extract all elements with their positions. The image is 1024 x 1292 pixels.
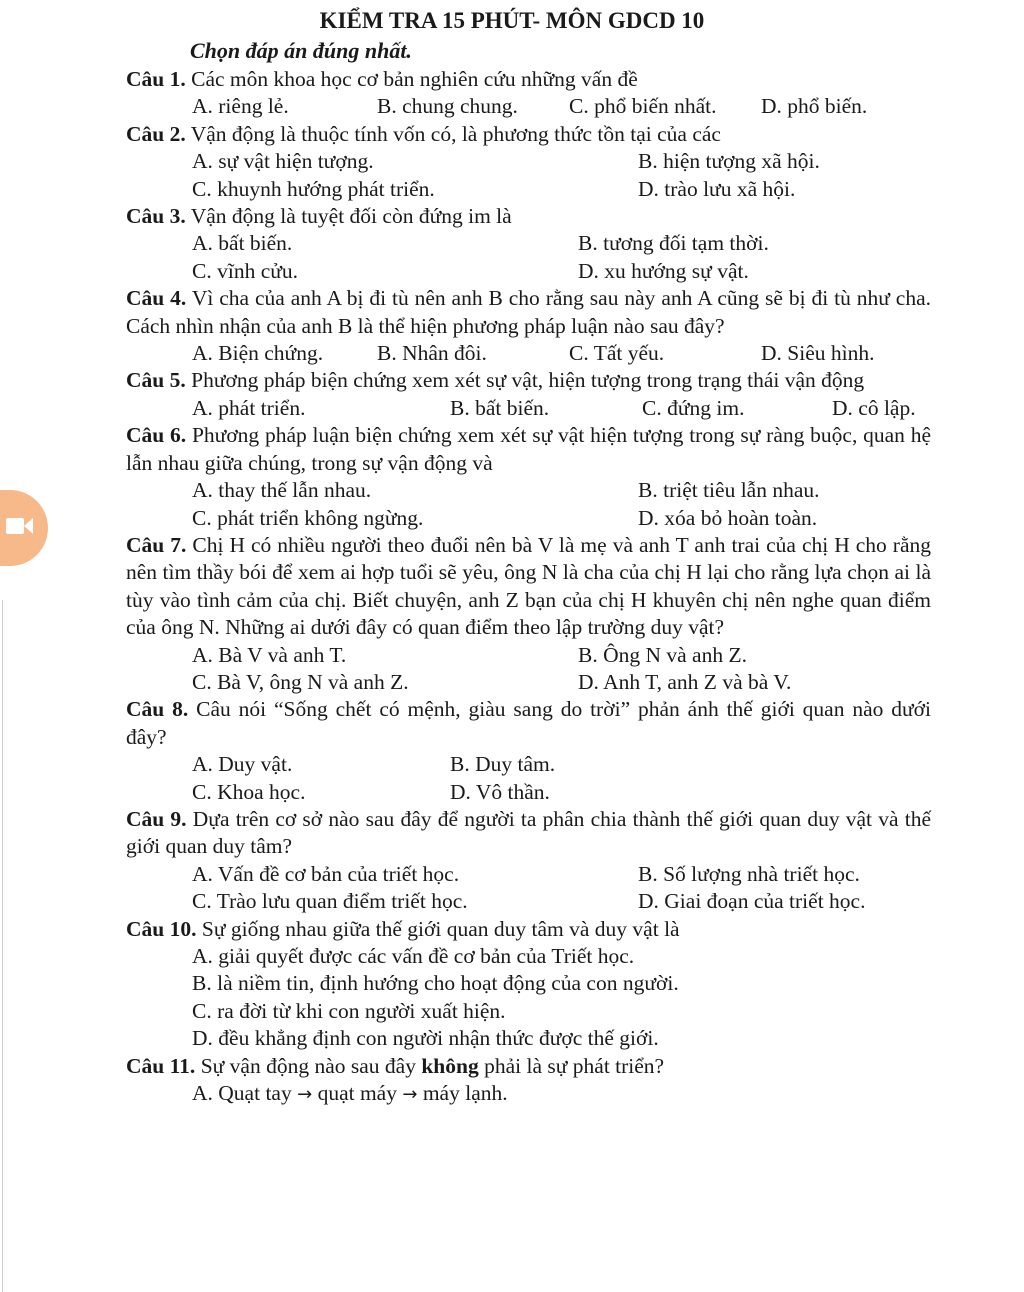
options-row bbox=[126, 861, 931, 888]
option-b: B. là niềm tin, định hướng cho hoạt động của con người. bbox=[192, 971, 679, 996]
option-a: A. riêng lẻ. bbox=[192, 94, 289, 119]
question-text: Câu nói “Sống chết có mệnh, giàu sang do trời” phản ánh thế giới quan nào dưới đây? bbox=[126, 697, 932, 749]
options-row bbox=[126, 148, 931, 175]
option-a: A. Duy vật. bbox=[192, 752, 293, 777]
question-label: Câu 9. bbox=[126, 806, 187, 831]
options-row bbox=[126, 1025, 931, 1052]
option-a-part-3: máy lạnh. bbox=[422, 1081, 508, 1106]
question-label: Câu 7. bbox=[126, 532, 187, 557]
option-a: A. sự vật hiện tượng. bbox=[192, 149, 374, 174]
option-b: B. bất biến. bbox=[450, 395, 550, 420]
camera-lens bbox=[24, 518, 33, 534]
option-a-part-1: A. Quạt tay bbox=[192, 1081, 292, 1106]
options-row bbox=[126, 642, 931, 669]
options-row bbox=[126, 888, 931, 915]
option-b: B. Số lượng nhà triết học. bbox=[638, 861, 860, 886]
options-row bbox=[126, 779, 931, 806]
option-d: D. Vô thần. bbox=[450, 779, 550, 804]
option-c: C. vĩnh cửu. bbox=[192, 258, 299, 283]
options-row bbox=[126, 258, 931, 285]
camera-body bbox=[6, 518, 24, 534]
question-label: Câu 11. bbox=[126, 1053, 196, 1078]
option-b: B. chung chung. bbox=[377, 94, 518, 119]
question-text: Sự giống nhau giữa thế giới quan duy tâm và duy vật là bbox=[201, 916, 680, 941]
options-row bbox=[126, 395, 931, 422]
options-row bbox=[126, 477, 931, 504]
option-c: C. phát triển không ngừng. bbox=[192, 505, 424, 530]
question-text: Vận động là tuyệt đối còn đứng im là bbox=[190, 204, 512, 229]
question-7 bbox=[126, 532, 931, 642]
option-b: B. Nhân đôi. bbox=[377, 341, 487, 366]
question-label: Câu 5. bbox=[126, 368, 186, 393]
option-a: A. thay thế lẫn nhau. bbox=[192, 478, 372, 503]
option-d: D. xu hướng sự vật. bbox=[578, 258, 749, 283]
question-9 bbox=[126, 806, 931, 861]
option-c: C. khuynh hướng phát triển. bbox=[192, 176, 435, 201]
question-5 bbox=[126, 367, 931, 394]
option-d: D. Siêu hình. bbox=[761, 341, 875, 366]
option-d: D. phổ biến. bbox=[761, 94, 868, 119]
video-camera-icon[interactable] bbox=[0, 490, 48, 566]
question-1 bbox=[126, 66, 931, 93]
question-text-after: phải là sự phát triển? bbox=[484, 1053, 665, 1078]
option-a: A. bất biến. bbox=[192, 231, 293, 256]
page-edge-line bbox=[2, 600, 3, 1292]
options-row bbox=[126, 176, 931, 203]
options-row bbox=[126, 505, 931, 532]
question-2 bbox=[126, 121, 931, 148]
question-text-emphasis: không bbox=[421, 1053, 479, 1078]
question-text: Dựa trên cơ sở nào sau đây để người ta phân chia thành thế giới quan duy vật và thế giới quan duy tâm? bbox=[126, 806, 931, 859]
options-row bbox=[126, 970, 931, 997]
option-b: B. Ông N và anh Z. bbox=[578, 642, 747, 667]
question-11 bbox=[126, 1053, 931, 1080]
question-label: Câu 4. bbox=[126, 286, 187, 311]
option-b: B. hiện tượng xã hội. bbox=[638, 149, 820, 174]
option-c: C. Khoa học. bbox=[192, 779, 306, 804]
options-row bbox=[126, 340, 931, 367]
option-c: C. Bà V, ông N và anh Z. bbox=[192, 669, 409, 694]
question-text: Vận động là thuộc tính vốn có, là phương thức tồn tại của các bbox=[190, 121, 721, 146]
exam-instruction: Chọn đáp án đúng nhất. bbox=[190, 38, 412, 63]
question-text: Phương pháp luận biện chứng xem xét sự vật hiện tượng trong sự ràng buộc, quan hệ lẫn nhau giữa chúng, trong sự vận động và bbox=[126, 423, 932, 475]
question-label: Câu 6. bbox=[126, 423, 187, 448]
option-c: C. phổ biến nhất. bbox=[569, 94, 717, 119]
option-d: D. Anh T, anh Z và bà V. bbox=[578, 669, 792, 694]
option-d: D. xóa bỏ hoàn toàn. bbox=[638, 505, 818, 530]
question-list bbox=[126, 66, 931, 1108]
options-row bbox=[126, 230, 931, 257]
options-row bbox=[126, 751, 931, 778]
option-d: D. Giai đoạn của triết học. bbox=[638, 889, 866, 914]
options-row bbox=[126, 93, 931, 120]
option-b: B. triệt tiêu lẫn nhau. bbox=[638, 478, 820, 503]
question-4 bbox=[126, 285, 931, 340]
arrow-right-icon: → bbox=[297, 1084, 313, 1106]
exam-title: KIỂM TRA 15 PHÚT- MÔN GDCD 10 bbox=[319, 8, 705, 33]
question-text: Phương pháp biện chứng xem xét sự vật, hiện tượng trong trạng thái vận động bbox=[191, 368, 865, 393]
option-c: C. Tất yếu. bbox=[569, 341, 665, 366]
question-label: Câu 8. bbox=[126, 697, 189, 722]
question-6 bbox=[126, 422, 931, 477]
option-a: A. Biện chứng. bbox=[192, 341, 324, 366]
question-3 bbox=[126, 203, 931, 230]
option-c: C. đứng im. bbox=[642, 395, 745, 420]
question-8 bbox=[126, 696, 931, 751]
question-label: Câu 1. bbox=[126, 67, 186, 91]
options-row bbox=[126, 943, 931, 970]
option-a: A. phát triển. bbox=[192, 395, 306, 420]
question-text-before: Sự vận động nào sau đây bbox=[200, 1053, 416, 1078]
question-10 bbox=[126, 916, 931, 943]
options-row bbox=[126, 998, 931, 1025]
question-text: Chị H có nhiều người theo đuổi nên bà V là mẹ và anh T anh trai của chị H cho rằng nên tìm thầy bói để xem ai hợp tuổi sẽ yêu, ông N là cha của chị H lại cho rằng lựa chọn ai là tùy vào tình cảm của chị. Biết chuyện, anh Z bạn của chị H khuyên chị nên nghe quan điểm của ông N. Những ai dưới đây có quan điểm theo lập trường duy vật? bbox=[126, 532, 932, 640]
option-c: C. Trào lưu quan điểm triết học. bbox=[192, 889, 468, 914]
question-text: Các môn khoa học cơ bản nghiên cứu những vấn đề bbox=[191, 67, 638, 91]
option-d: D. đều khẳng định con người nhận thức được thế giới. bbox=[192, 1026, 659, 1051]
option-a: A. giải quyết được các vấn đề cơ bản của Triết học. bbox=[192, 944, 635, 968]
option-c: C. ra đời từ khi con người xuất hiện. bbox=[192, 998, 506, 1023]
option-d: D. cô lập. bbox=[832, 395, 916, 420]
option-a: A. Bà V và anh T. bbox=[192, 642, 347, 667]
arrow-right-icon: → bbox=[402, 1084, 418, 1106]
option-a: A. Vấn đề cơ bản của triết học. bbox=[192, 861, 460, 886]
question-text: Vì cha của anh A bị đi tù nên anh B cho rằng sau này anh A cũng sẽ bị đi tù như cha. Cách nhìn nhận của anh B là thể hiện phương pháp luận nào sau đây? bbox=[126, 286, 932, 338]
options-row bbox=[126, 669, 931, 696]
option-b: B. Duy tâm. bbox=[450, 752, 556, 777]
option-b: B. tương đối tạm thời. bbox=[578, 231, 769, 256]
question-label: Câu 10. bbox=[126, 916, 197, 941]
option-d: D. trào lưu xã hội. bbox=[638, 176, 796, 201]
question-label: Câu 3. bbox=[126, 204, 186, 229]
options-row bbox=[126, 1080, 931, 1108]
option-a-part-2: quạt máy bbox=[317, 1081, 397, 1106]
question-label: Câu 2. bbox=[126, 121, 186, 146]
